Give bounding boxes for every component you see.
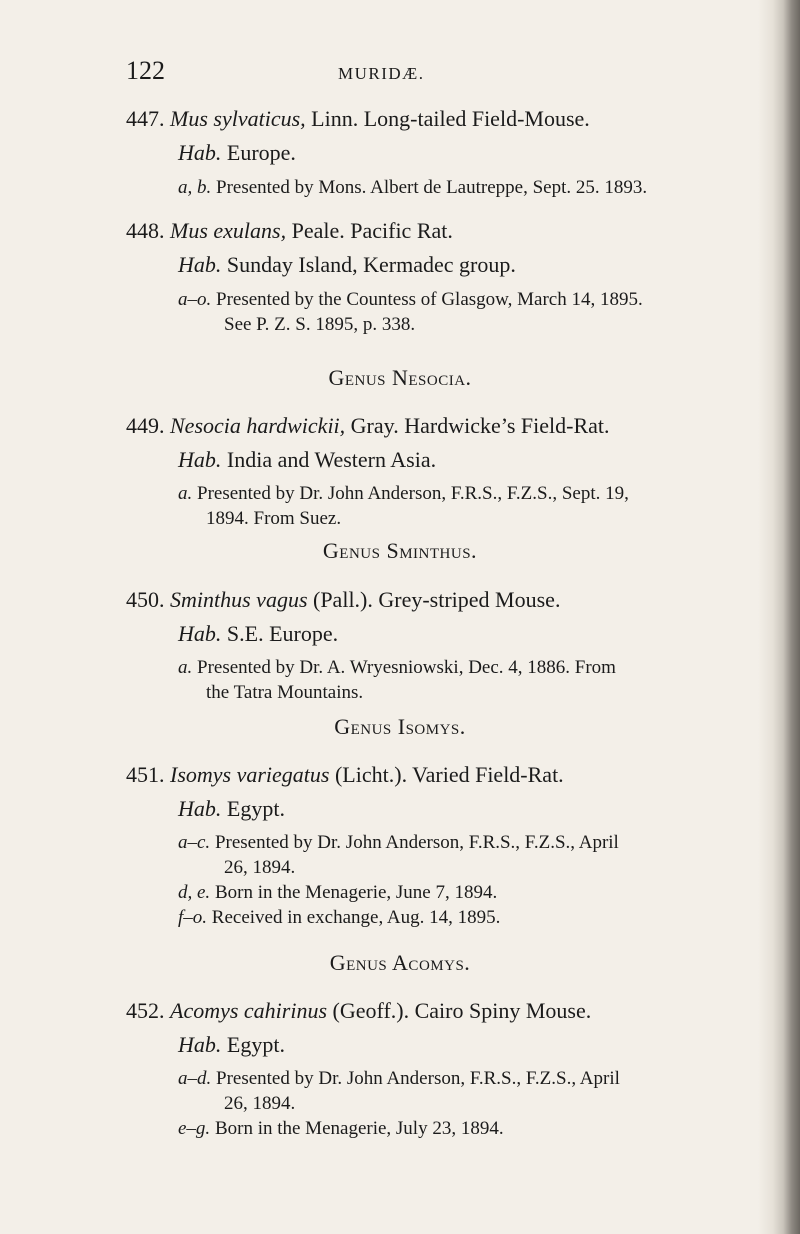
habitat-label: Hab.	[178, 140, 222, 165]
specimen-line	[178, 657, 616, 679]
specimen-label: a–c.	[178, 832, 211, 853]
habitat-label: Hab.	[178, 447, 222, 472]
specimen-text: Born in the Menagerie, July 23, 1894.	[210, 1118, 504, 1139]
specimen-line	[178, 882, 497, 904]
habitat-line	[178, 621, 338, 647]
specimen-text: Presented by the Countess of Glasgow, March 14, 1895.	[211, 289, 643, 310]
species-name: Mus exulans,	[170, 218, 287, 243]
page-number: 122	[126, 56, 165, 85]
specimen-continuation: 1894. From Suez.	[206, 508, 342, 529]
specimen-label: a–o.	[178, 289, 212, 310]
specimen-label: a, b.	[178, 177, 212, 198]
habitat-text: Egypt.	[221, 1032, 285, 1057]
genus-title: Genus Acomys.	[329, 950, 471, 975]
specimen-label: d, e.	[178, 882, 211, 903]
species-name: Mus sylvaticus,	[170, 106, 306, 131]
habitat-line	[178, 1032, 285, 1058]
specimen-text: Presented by Dr. John Anderson, F.R.S., F.Z.S., April	[210, 832, 619, 853]
specimen-line	[178, 483, 629, 505]
entry-number: 447.	[126, 106, 165, 131]
habitat-text: S.E. Europe.	[221, 621, 339, 646]
scan-page-edge	[758, 0, 800, 1234]
specimen-continuation: 26, 1894.	[224, 1093, 296, 1114]
specimen-line	[178, 832, 619, 854]
entry-heading	[126, 413, 610, 439]
species-common: Peale. Pacific Rat.	[286, 218, 453, 243]
entry-heading	[126, 106, 590, 132]
species-common: (Geoff.). Cairo Spiny Mouse.	[327, 998, 592, 1023]
specimen-continuation: 26, 1894.	[224, 857, 296, 878]
specimen-line	[178, 1068, 620, 1090]
entry-heading	[126, 587, 560, 613]
specimen-line	[178, 177, 647, 199]
specimen-text: Presented by Mons. Albert de Lautreppe, Sept. 25. 1893.	[211, 177, 648, 198]
genus-title: Genus Nesocia.	[328, 365, 472, 390]
species-common: Linn. Long-tailed Field-Mouse.	[305, 106, 590, 131]
genus-heading	[0, 950, 800, 976]
habitat-label: Hab.	[178, 621, 222, 646]
specimen-text: Presented by Dr. John Anderson, F.R.S., F.Z.S., April	[211, 1068, 620, 1089]
specimen-text: Presented by Dr. John Anderson, F.R.S., F.Z.S., Sept. 19,	[192, 483, 629, 504]
entry-heading	[126, 218, 453, 244]
species-name: Sminthus vagus	[170, 587, 308, 612]
specimen-continuation: the Tatra Mountains.	[206, 682, 364, 703]
entry-number: 448.	[126, 218, 165, 243]
habitat-text: Europe.	[221, 140, 296, 165]
habitat-line	[178, 447, 436, 473]
species-name: Nesocia hardwickii,	[170, 413, 346, 438]
habitat-line	[178, 140, 296, 166]
entry-heading	[126, 998, 591, 1024]
specimen-text: Received in exchange, Aug. 14, 1895.	[207, 907, 501, 928]
species-name: Isomys variegatus	[170, 762, 330, 787]
entry-number: 452.	[126, 998, 165, 1023]
specimen-text: Born in the Menagerie, June 7, 1894.	[210, 882, 498, 903]
page-header	[0, 56, 800, 92]
species-common: (Pall.). Grey-striped Mouse.	[307, 587, 561, 612]
specimen-label: e–g.	[178, 1118, 211, 1139]
specimen-continuation: See P. Z. S. 1895, p. 338.	[224, 314, 416, 335]
specimen-label: f–o.	[178, 907, 208, 928]
genus-title: Genus Isomys.	[334, 714, 466, 739]
habitat-text: Egypt.	[221, 796, 285, 821]
habitat-label: Hab.	[178, 1032, 222, 1057]
genus-heading	[0, 538, 800, 564]
habitat-line	[178, 252, 516, 278]
specimen-label: a–d.	[178, 1068, 212, 1089]
entry-number: 449.	[126, 413, 165, 438]
genus-heading	[0, 365, 800, 391]
habitat-text: India and Western Asia.	[221, 447, 437, 472]
species-common: Gray. Hardwicke’s Field-Rat.	[345, 413, 610, 438]
habitat-text: Sunday Island, Kermadec group.	[221, 252, 516, 277]
specimen-label: a.	[178, 483, 193, 504]
entry-number: 451.	[126, 762, 165, 787]
specimen-line	[178, 289, 643, 311]
habitat-label: Hab.	[178, 252, 222, 277]
genus-heading	[0, 714, 800, 740]
specimen-line	[178, 907, 500, 929]
entry-heading	[126, 762, 564, 788]
habitat-line	[178, 796, 285, 822]
species-name: Acomys cahirinus	[170, 998, 328, 1023]
specimen-label: a.	[178, 657, 193, 678]
species-common: (Licht.). Varied Field-Rat.	[329, 762, 564, 787]
entry-number: 450.	[126, 587, 165, 612]
specimen-line	[178, 1118, 504, 1140]
genus-title: Genus Sminthus.	[322, 538, 478, 563]
specimen-text: Presented by Dr. A. Wryesniowski, Dec. 4, 1886. From	[192, 657, 616, 678]
habitat-label: Hab.	[178, 796, 222, 821]
running-head: MURIDÆ.	[338, 64, 425, 83]
